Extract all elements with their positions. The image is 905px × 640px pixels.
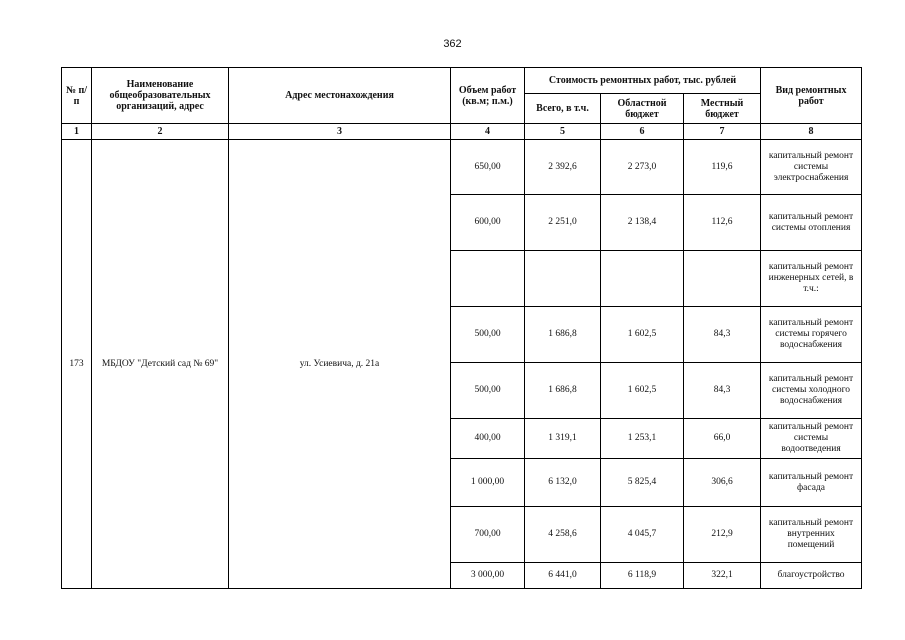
header-number: № п/п [62,68,92,124]
repair-works-table [61,67,862,589]
total-cell: 6 441,0 [525,563,601,589]
column-number: 5 [525,124,601,140]
regional-cell: 4 045,7 [601,507,684,563]
total-cell: 1 686,8 [525,307,601,363]
work-kind-cell: капитальный ремонт внутренних помещений [761,507,862,563]
column-number: 1 [62,124,92,140]
total-cell [525,251,601,307]
column-number: 8 [761,124,862,140]
work-kind-cell: благоустройство [761,563,862,589]
regional-cell [601,251,684,307]
record-number: 173 [62,140,92,589]
local-cell: 66,0 [684,419,761,459]
header-organization: Наименование общеобразовательных организаций, адрес [92,68,229,124]
total-cell: 1 686,8 [525,363,601,419]
header-volume: Объем работ (кв.м; п.м.) [451,68,525,124]
regional-cell: 5 825,4 [601,459,684,507]
volume-cell: 600,00 [451,195,525,251]
column-number: 3 [229,124,451,140]
column-number: 2 [92,124,229,140]
header-cost-group: Стоимость ремонтных работ, тыс. рублей [525,68,761,94]
header-local: Местный бюджет [684,94,761,124]
header-address: Адрес местонахождения [229,68,451,124]
total-cell: 1 319,1 [525,419,601,459]
record-address: ул. Усиевича, д. 21а [229,140,451,589]
total-cell: 6 132,0 [525,459,601,507]
column-number: 6 [601,124,684,140]
record-organization: МБДОУ "Детский сад № 69" [92,140,229,589]
local-cell: 84,3 [684,307,761,363]
volume-cell: 700,00 [451,507,525,563]
regional-cell: 2 273,0 [601,140,684,195]
header-total: Всего, в т.ч. [525,94,601,124]
work-kind-cell: капитальный ремонт системы электроснабжения [761,140,862,195]
volume-cell: 3 000,00 [451,563,525,589]
header-regional: Областной бюджет [601,94,684,124]
work-kind-cell: капитальный ремонт инженерных сетей, в т.ч.: [761,251,862,307]
column-numbers-row [62,124,862,140]
regional-cell: 6 118,9 [601,563,684,589]
total-cell: 4 258,6 [525,507,601,563]
volume-cell: 1 000,00 [451,459,525,507]
local-cell: 112,6 [684,195,761,251]
table-body [62,140,862,589]
total-cell: 2 251,0 [525,195,601,251]
local-cell: 84,3 [684,363,761,419]
local-cell [684,251,761,307]
work-kind-cell: капитальный ремонт системы отопления [761,195,862,251]
regional-cell: 1 602,5 [601,307,684,363]
work-kind-cell: капитальный ремонт системы горячего водоснабжения [761,307,862,363]
work-kind-cell: капитальный ремонт фасада [761,459,862,507]
regional-cell: 2 138,4 [601,195,684,251]
volume-cell: 500,00 [451,307,525,363]
regional-cell: 1 253,1 [601,419,684,459]
column-number: 4 [451,124,525,140]
page-number: 362 [443,38,462,50]
column-number: 7 [684,124,761,140]
volume-cell: 500,00 [451,363,525,419]
work-kind-cell: капитальный ремонт системы водоотведения [761,419,862,459]
table-row [62,140,862,195]
regional-cell: 1 602,5 [601,363,684,419]
total-cell: 2 392,6 [525,140,601,195]
local-cell: 119,6 [684,140,761,195]
volume-cell: 650,00 [451,140,525,195]
header-work-kind: Вид ремонтных работ [761,68,862,124]
local-cell: 322,1 [684,563,761,589]
local-cell: 306,6 [684,459,761,507]
volume-cell: 400,00 [451,419,525,459]
volume-cell [451,251,525,307]
work-kind-cell: капитальный ремонт системы холодного водоснабжения [761,363,862,419]
local-cell: 212,9 [684,507,761,563]
